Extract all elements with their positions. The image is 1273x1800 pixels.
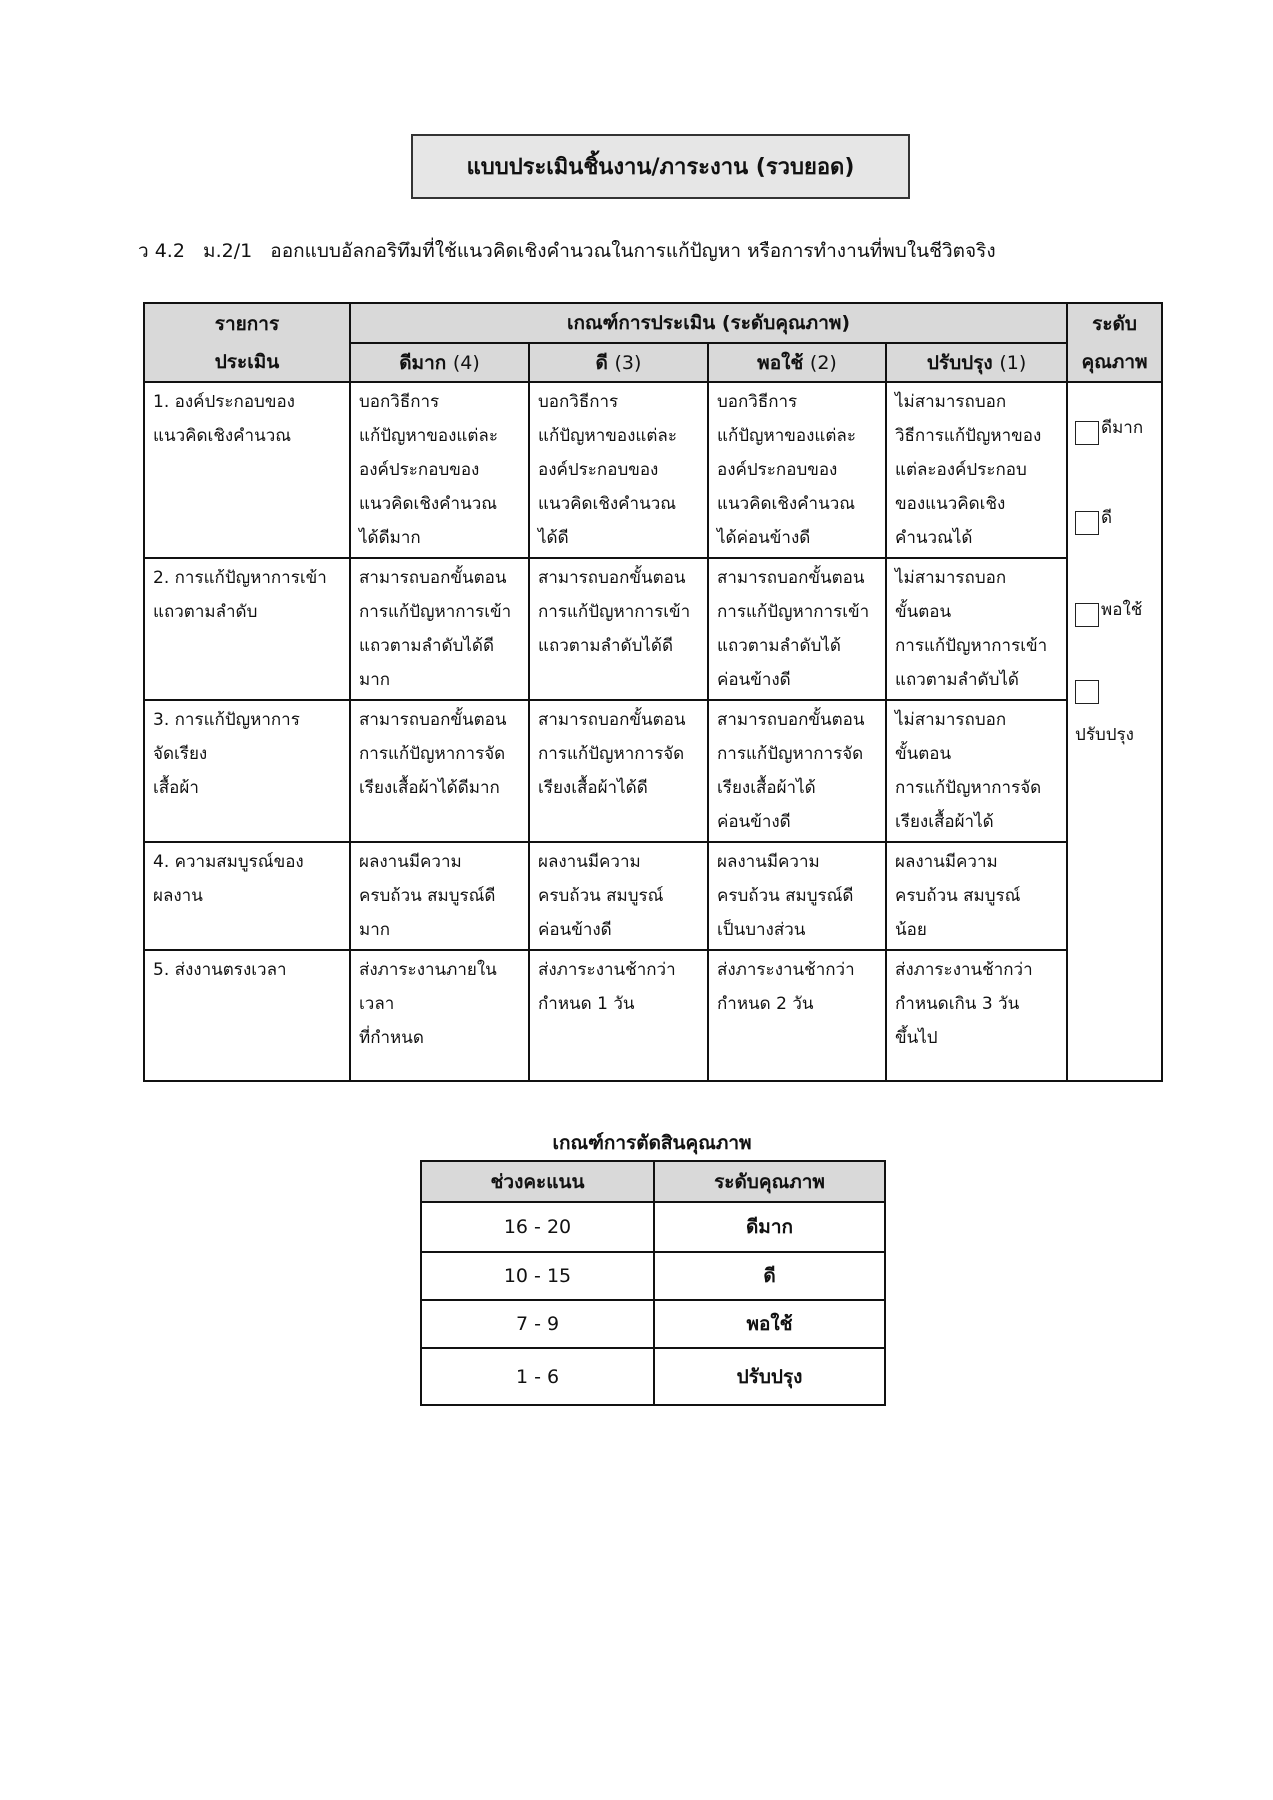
header-quality-level: ระดับคุณภาพ [654,1161,885,1202]
criterion-description: ส่งภาระงานช้ากว่า กำหนดเกิน 3 วัน ขึ้นไป [886,950,1067,1081]
table-row [421,1300,885,1348]
criterion-description: บอกวิธีการ แก้ปัญหาของแต่ละ องค์ประกอบของ แนวคิดเชิงคำนวณ ได้ดีมาก [350,382,529,558]
header-quality: ระดับ คุณภาพ [1067,303,1162,382]
criterion-description: ไม่สามารถบอก ขั้นตอน การแก้ปัญหาการจัด เรียงเสื้อผ้าได้ [886,700,1067,842]
rubric-table [143,302,1163,1082]
criterion-description: บอกวิธีการ แก้ปัญหาของแต่ละ องค์ประกอบของ แนวคิดเชิงคำนวณ ได้ดี [529,382,708,558]
judgement-table [420,1160,886,1406]
quality-checkbox[interactable] [1075,593,1142,627]
table-row [144,950,1162,1081]
criterion-description: ผลงานมีความ ครบถ้วน สมบูรณ์ดี เป็นบางส่วน [708,842,886,950]
table-row [144,842,1162,950]
criterion-description: ผลงานมีความ ครบถ้วน สมบูรณ์ดี มาก [350,842,529,950]
level-score: (4) [452,351,480,374]
score-range: 7 - 9 [421,1300,654,1348]
criterion-item: 2. การแก้ปัญหาการเข้า แถวตามลำดับ [144,558,350,700]
header-level [886,343,1067,382]
quality-checkbox[interactable] [1075,411,1143,445]
criterion-description: สามารถบอกขั้นตอน การแก้ปัญหาการจัด เรียงเสื้อผ้าได้ดี [529,700,708,842]
checkbox-icon[interactable] [1075,603,1099,627]
criterion-description: ไม่สามารถบอก วิธีการแก้ปัญหาของ แต่ละองค์ประกอบ ของแนวคิดเชิง คำนวณได้ [886,382,1067,558]
criterion-description: ไม่สามารถบอก ขั้นตอน การแก้ปัญหาการเข้า แถวตามลำดับได้ [886,558,1067,700]
level-name: ปรับปรุง [926,351,993,374]
header-item: รายการ ประเมิน [144,303,350,382]
criterion-description: ผลงานมีความ ครบถ้วน สมบูรณ์ น้อย [886,842,1067,950]
table-row [421,1348,885,1405]
criterion-item: 4. ความสมบูรณ์ของ ผลงาน [144,842,350,950]
checkbox-icon[interactable] [1075,680,1099,704]
header-level [350,343,529,382]
checkbox-icon[interactable] [1075,511,1099,535]
checkbox-label: ปรับปรุง [1075,725,1134,745]
checkbox-label: พอใช้ [1101,600,1143,620]
table-row [144,382,1162,558]
header-level [708,343,886,382]
criterion-item: 5. ส่งงานตรงเวลา [144,950,350,1081]
judgement-title: เกณฑ์การตัดสินคุณภาพ [552,1132,752,1154]
quality-level: ปรับปรุง [654,1348,885,1405]
level-score: (1) [999,351,1027,374]
header-score-range: ช่วงคะแนน [421,1161,654,1202]
quality-checkbox[interactable] [1075,680,1134,752]
criterion-description: บอกวิธีการ แก้ปัญหาของแต่ละ องค์ประกอบของ แนวคิดเชิงคำนวณ ได้ค่อนข้างดี [708,382,886,558]
header-level [529,343,708,382]
criterion-description: ผลงานมีความ ครบถ้วน สมบูรณ์ ค่อนข้างดี [529,842,708,950]
level-name: ดี [595,351,608,374]
criterion-description: สามารถบอกขั้นตอน การแก้ปัญหาการเข้า แถวตามลำดับได้ดี มาก [350,558,529,700]
score-range: 10 - 15 [421,1252,654,1300]
quality-level: ดี [654,1252,885,1300]
table-row [144,558,1162,700]
checkbox-icon[interactable] [1075,421,1099,445]
indicator-subtitle: ว 4.2 ม.2/1 ออกแบบอัลกอริทึมที่ใช้แนวคิดเชิงคำนวณในการแก้ปัญหา หรือการทำงานที่พบในชีวิตจริง [138,240,996,262]
criterion-description: สามารถบอกขั้นตอน การแก้ปัญหาการเข้า แถวตามลำดับได้ ค่อนข้างดี [708,558,886,700]
header-criteria: เกณฑ์การประเมิน (ระดับคุณภาพ) [350,303,1067,343]
criterion-description: สามารถบอกขั้นตอน การแก้ปัญหาการเข้า แถวตามลำดับได้ดี [529,558,708,700]
table-row [421,1202,885,1252]
criterion-description: สามารถบอกขั้นตอน การแก้ปัญหาการจัด เรียงเสื้อผ้าได้ ค่อนข้างดี [708,700,886,842]
checkbox-label: ดี [1101,508,1113,528]
quality-checkbox[interactable] [1075,501,1112,535]
quality-checkbox-cell [1067,382,1162,1081]
table-row [144,700,1162,842]
criterion-description: ส่งภาระงานภายใน เวลา ที่กำหนด [350,950,529,1081]
criterion-description: ส่งภาระงานช้ากว่า กำหนด 1 วัน [529,950,708,1081]
checkbox-label: ดีมาก [1101,418,1144,438]
level-score: (2) [809,351,837,374]
level-name: ดีมาก [399,351,447,374]
criterion-description: ส่งภาระงานช้ากว่า กำหนด 2 วัน [708,950,886,1081]
score-range: 16 - 20 [421,1202,654,1252]
criterion-item: 1. องค์ประกอบของ แนวคิดเชิงคำนวณ [144,382,350,558]
criterion-description: สามารถบอกขั้นตอน การแก้ปัญหาการจัด เรียงเสื้อผ้าได้ดีมาก [350,700,529,842]
criterion-item: 3. การแก้ปัญหาการ จัดเรียง เสื้อผ้า [144,700,350,842]
score-range: 1 - 6 [421,1348,654,1405]
level-name: พอใช้ [757,351,804,374]
page-title: แบบประเมินชิ้นงาน/ภาระงาน (รวบยอด) [411,134,910,199]
level-score: (3) [614,351,642,374]
quality-level: ดีมาก [654,1202,885,1252]
table-row [421,1252,885,1300]
quality-level: พอใช้ [654,1300,885,1348]
